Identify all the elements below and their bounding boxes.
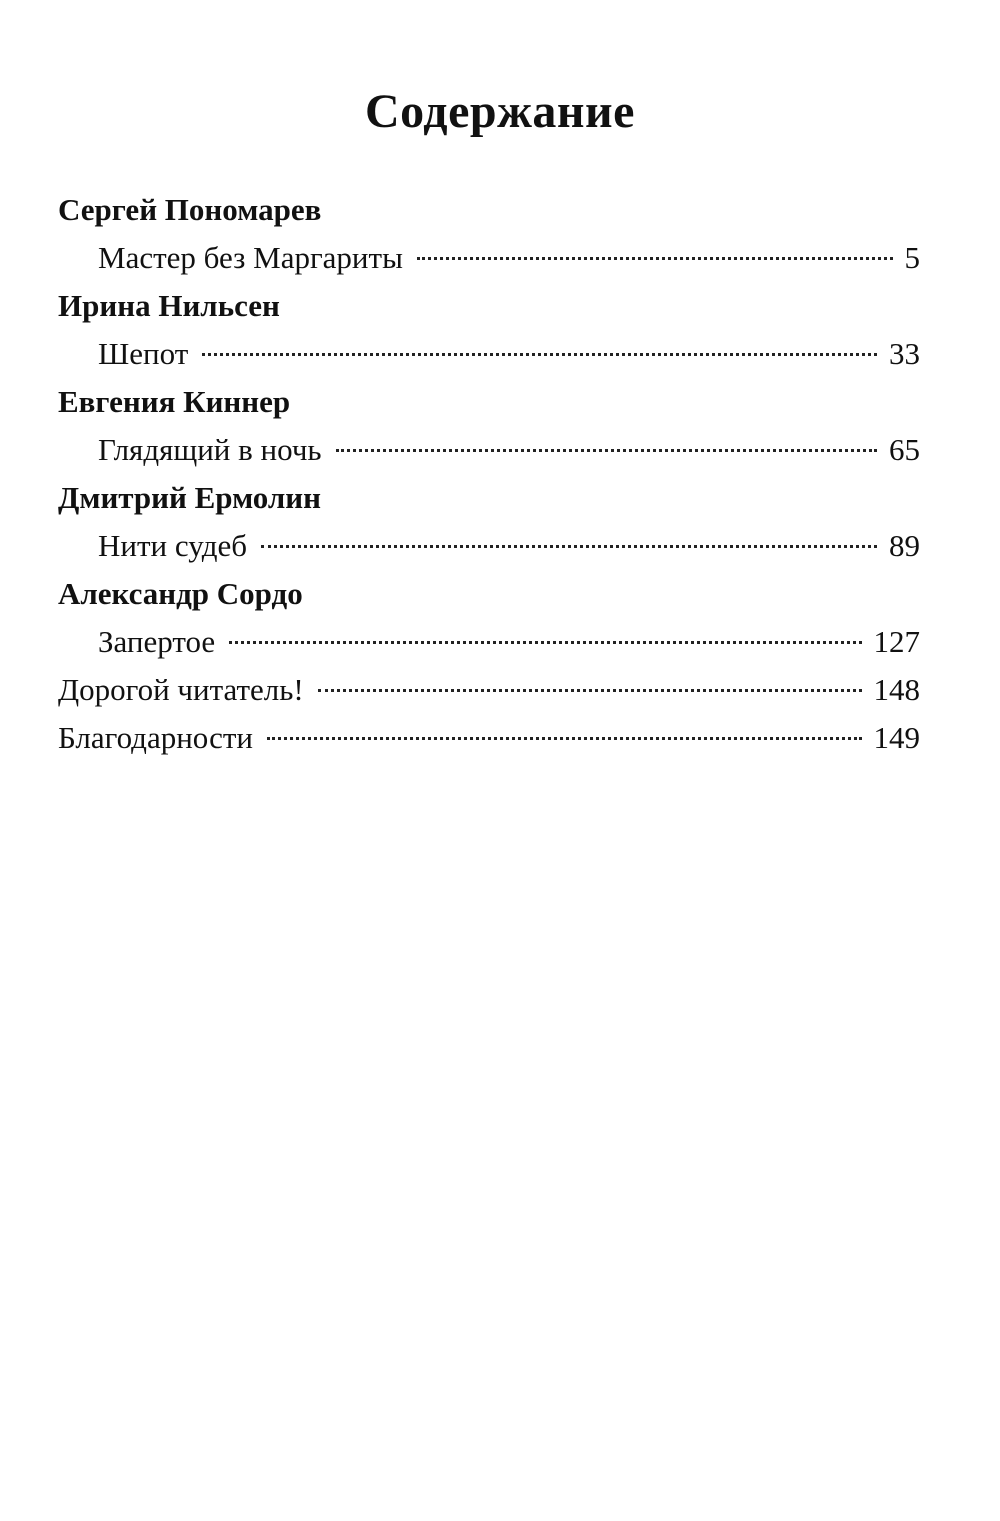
toc-entry[interactable] xyxy=(58,618,920,666)
toc-section xyxy=(58,378,920,474)
dot-leader xyxy=(318,689,862,692)
toc-page-number: 65 xyxy=(889,432,920,467)
toc-page-number: 33 xyxy=(889,336,920,371)
toc-page-number: 149 xyxy=(873,720,920,755)
toc-entry-title: Шепот xyxy=(98,336,189,371)
toc-entry-title: Запертое xyxy=(98,624,216,659)
page-title: Содержание xyxy=(365,85,635,138)
toc-author: Александр Сордо xyxy=(58,576,303,611)
toc-section xyxy=(58,186,920,282)
toc-entry-title: Благодарности xyxy=(58,720,253,755)
toc-entry-title: Дорогой читатель! xyxy=(58,672,304,707)
toc-author: Сергей Пономарев xyxy=(58,192,322,227)
toc-page-number: 89 xyxy=(889,528,920,563)
toc-entry[interactable] xyxy=(58,330,920,378)
toc-page-number: 127 xyxy=(873,624,920,659)
toc-entry-title: Мастер без Маргариты xyxy=(98,240,403,275)
dot-leader xyxy=(202,353,877,356)
toc-entry[interactable] xyxy=(58,234,920,282)
toc-entry-title: Нити судеб xyxy=(98,528,248,563)
toc-entry[interactable] xyxy=(58,426,920,474)
dot-leader xyxy=(229,641,861,644)
dot-leader xyxy=(267,737,862,740)
toc-author: Евгения Киннер xyxy=(58,384,291,419)
toc-entry-title: Глядящий в ночь xyxy=(98,432,322,467)
toc-entry-acknowledgements[interactable] xyxy=(58,714,920,762)
toc-page-number: 5 xyxy=(904,240,920,275)
dot-leader xyxy=(336,449,877,452)
toc-author: Дмитрий Ермолин xyxy=(58,480,321,515)
toc-entry-dear-reader[interactable] xyxy=(58,666,920,714)
toc-page-number: 148 xyxy=(873,672,920,707)
dot-leader xyxy=(417,257,893,260)
toc-section xyxy=(58,570,920,666)
toc-author: Ирина Нильсен xyxy=(58,288,280,323)
toc-entry[interactable] xyxy=(58,522,920,570)
dot-leader xyxy=(261,545,877,548)
table-of-contents xyxy=(58,186,920,762)
toc-section xyxy=(58,282,920,378)
toc-section xyxy=(58,474,920,570)
